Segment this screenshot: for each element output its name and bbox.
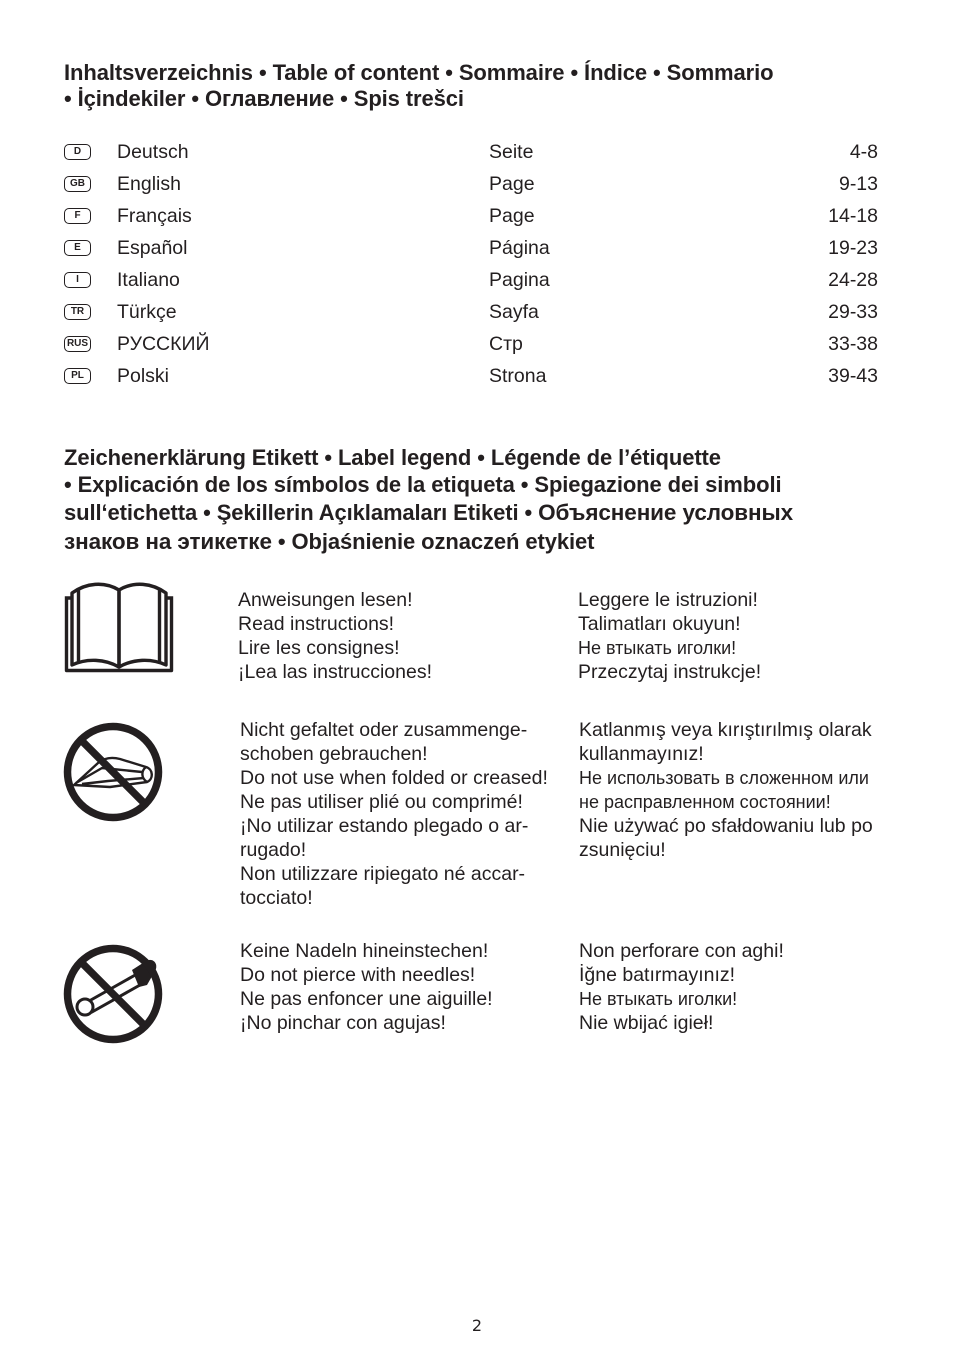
symbol-text-column [240,939,493,1035]
text-line: Не втыкать иголки! [579,989,738,1009]
legend-heading-line [64,527,793,556]
page-number: 2 [471,1316,483,1335]
page-range: 19-23 [828,237,878,259]
page-range: 29-33 [828,301,878,323]
text-line: Do not pierce with needles! [240,964,476,986]
toc-row-polski [64,360,878,392]
language-name: English [117,173,181,195]
page-label: Page [489,205,535,227]
text-line: İğne batırmayınız! [579,964,736,986]
page-range: 39-43 [828,365,878,387]
language-badge: TR [64,304,91,320]
toc-heading [64,60,773,112]
language-name: Français [117,205,192,227]
toc-row-deutsch [64,136,878,168]
page-label: Стр [489,333,523,355]
toc-heading-line: • İçindekiler • Оглавление • Spis trešci [64,86,464,111]
text-line: Non utilizzare ripiegato né accar- [240,863,526,885]
page-label: Pagina [489,269,550,291]
page-range: 14-18 [828,205,878,227]
page-range: 9-13 [838,173,878,195]
toc-row-russkiy [64,328,878,360]
symbol-text-column [578,588,761,684]
page-label: Seite [489,141,534,163]
text-line: не расправленном состоянии! [579,792,831,812]
language-badge: GB [64,176,91,192]
book-icon [64,580,174,673]
page-label: Strona [489,365,547,387]
page-label: Page [489,173,535,195]
language-name: Türkçe [117,301,177,323]
legend-heading-segment-russian: Объяснение условных [538,500,794,525]
no-needles-icon [62,943,164,1045]
language-name: Polski [117,365,170,387]
text-line: Read instructions! [238,613,395,635]
legend-heading-line: Zeichenerklärung Etikett • Label legend • Légende de l’étiquette [64,445,721,470]
page-label: Página [489,237,550,259]
text-line: tocciato! [240,887,313,909]
language-name: РУССКИЙ [117,333,210,355]
text-line: Anweisungen lesen! [238,589,413,611]
language-badge: E [64,240,91,256]
text-line: kullanmayınız! [579,743,704,765]
page-range: 33-38 [828,333,878,355]
language-badge: RUS [64,336,91,352]
page-range: 4-8 [849,141,878,163]
text-line: Не втыкать иголки! [578,638,737,658]
text-line: Не использовать в сложенном или [579,768,869,788]
language-badge: I [64,272,91,288]
symbol-text-column [579,718,873,862]
language-name: Deutsch [117,141,189,163]
legend-heading [64,444,793,556]
text-line: Ne pas enfoncer une aiguille! [240,988,493,1010]
language-name: Italiano [117,269,180,291]
text-line: Do not use when folded or creased! [240,767,548,789]
toc-row-italiano [64,264,878,296]
toc-row-english [64,168,878,200]
no-folding-icon [62,721,164,823]
text-line: Nie wbijać igieł! [579,1012,714,1034]
toc-table [64,136,878,392]
text-line: Keine Nadeln hineinstechen! [240,940,489,962]
language-badge: D [64,144,91,160]
legend-heading-segment: • Objaśnienie oznaczeń etykiet [271,529,595,554]
symbol-text-column [238,588,432,684]
page-label: Sayfa [489,301,539,323]
text-line: Nie używać po sfałdowaniu lub po [579,815,873,837]
toc-row-turkce [64,296,878,328]
legend-heading-line: • Explicación de los símbolos de la etiqueta • Spiegazione dei simboli [64,472,782,497]
text-line: zsunięciu! [579,839,666,861]
text-line: Talimatları okuyun! [578,613,741,635]
page-range: 24-28 [828,269,878,291]
text-line: Non perforare con aghi! [579,940,784,962]
text-line: ¡No pinchar con agujas! [240,1012,446,1034]
language-name: Español [117,237,188,259]
text-line: Lire les consignes! [238,637,400,659]
text-line: ¡No utilizar estando plegado o ar- [240,815,529,837]
legend-heading-line [64,498,793,527]
text-line: Ne pas utiliser plié ou comprimé! [240,791,523,813]
symbol-text-column [240,718,548,910]
text-line: Przeczytaj instrukcje! [578,661,762,683]
symbol-text-column [579,939,784,1035]
toc-row-espanol [64,232,878,264]
text-line: schoben gebrauchen! [240,743,428,765]
legend-heading-segment: sull‘etichetta • Şekillerin Açıklamaları Etiketi • [64,500,539,525]
text-line: Leggere le istruzioni! [578,589,758,611]
text-line: Nicht gefaltet oder zusammenge- [240,719,528,741]
language-badge: F [64,208,91,224]
text-line: rugado! [240,839,307,861]
language-badge: PL [64,368,91,384]
text-line: Katlanmış veya kırıştırılmış olarak [579,719,872,741]
text-line: ¡Lea las instrucciones! [238,661,433,683]
toc-heading-line: Inhaltsverzeichnis • Table of content • Sommaire • Índice • Sommario [64,60,774,85]
legend-heading-segment-russian: знаков на этикетке [64,529,272,554]
toc-row-francais [64,200,878,232]
